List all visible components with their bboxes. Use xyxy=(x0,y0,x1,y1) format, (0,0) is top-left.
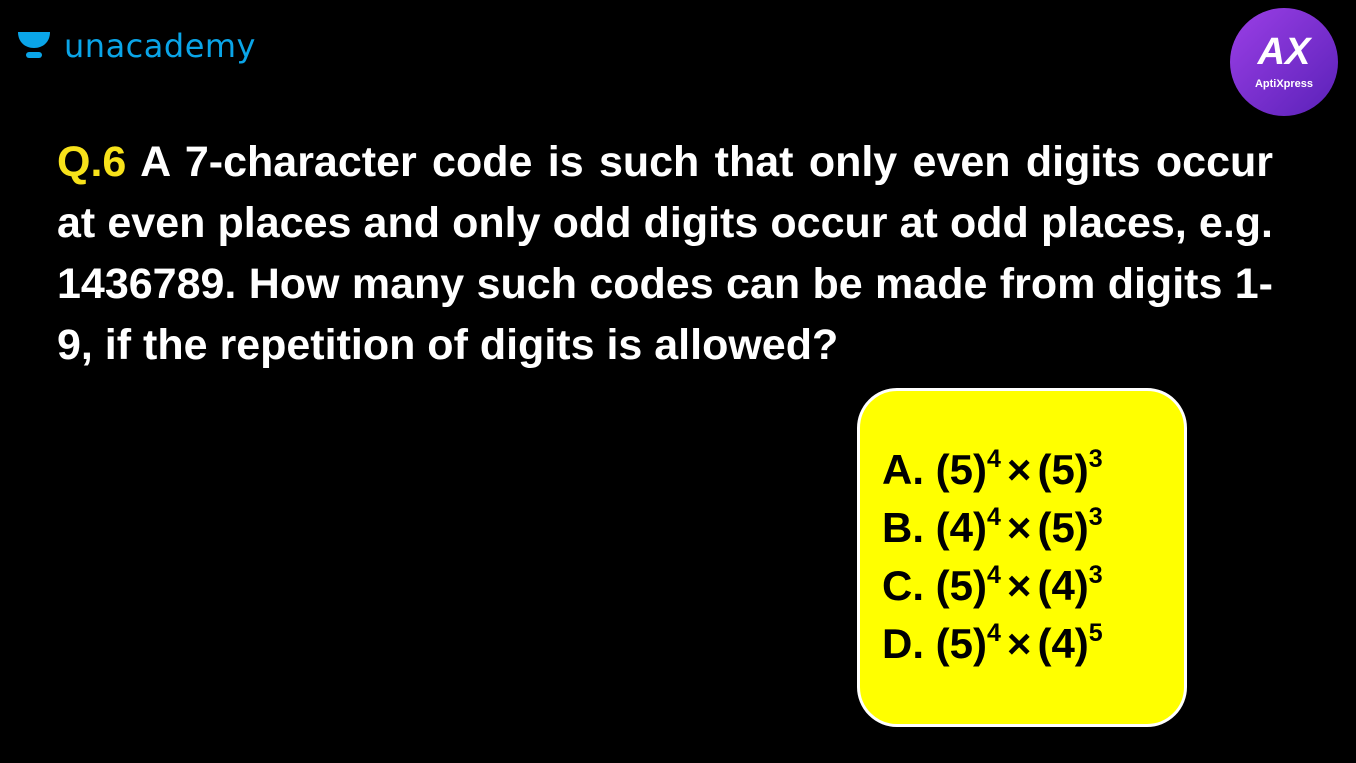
badge-name: AptiXpress xyxy=(1254,78,1314,90)
option-operator: × xyxy=(1006,446,1032,493)
unacademy-logo-icon xyxy=(16,30,52,62)
option-exponent-2: 3 xyxy=(1088,503,1103,531)
option-base-2: (4) xyxy=(1037,620,1089,667)
brand-logo xyxy=(16,27,256,65)
option-a[interactable] xyxy=(882,441,1184,499)
option-exponent-1: 4 xyxy=(987,445,1001,473)
option-base-2: (5) xyxy=(1037,446,1089,493)
option-label: D. xyxy=(882,620,924,667)
option-base-1: (5) xyxy=(935,562,988,609)
option-exponent-2: 3 xyxy=(1088,561,1103,589)
option-base-1: (5) xyxy=(935,620,988,667)
option-exponent-1: 4 xyxy=(987,561,1001,589)
options-box xyxy=(857,388,1187,727)
option-label: B. xyxy=(882,504,924,551)
option-operator: × xyxy=(1006,562,1032,609)
badge-mark: AX xyxy=(1257,31,1311,73)
option-exponent-1: 4 xyxy=(987,503,1001,531)
aptixpress-badge xyxy=(1228,6,1340,118)
option-base-2: (5) xyxy=(1037,504,1089,551)
option-operator: × xyxy=(1006,504,1032,551)
option-base-1: (5) xyxy=(935,446,988,493)
brand-name: unacademy xyxy=(64,27,256,65)
option-b[interactable] xyxy=(882,499,1184,557)
option-base-1: (4) xyxy=(935,504,988,551)
option-c[interactable] xyxy=(882,557,1184,615)
question-text-block xyxy=(57,132,1273,376)
question-number: Q.6 xyxy=(57,138,127,186)
option-exponent-1: 4 xyxy=(987,619,1001,647)
option-exponent-2: 5 xyxy=(1088,619,1103,647)
option-operator: × xyxy=(1006,620,1032,667)
option-d[interactable] xyxy=(882,615,1184,673)
option-label: C. xyxy=(882,562,924,609)
option-exponent-2: 3 xyxy=(1088,445,1103,473)
question-body: A 7-character code is such that only even digits occur at even places and only odd digits occur at odd places, e.g. 1436789. How many such codes can be made from digits 1-9, if the repetition of digits is allowed? xyxy=(57,138,1273,369)
option-base-2: (4) xyxy=(1037,562,1089,609)
option-label: A. xyxy=(882,446,924,493)
